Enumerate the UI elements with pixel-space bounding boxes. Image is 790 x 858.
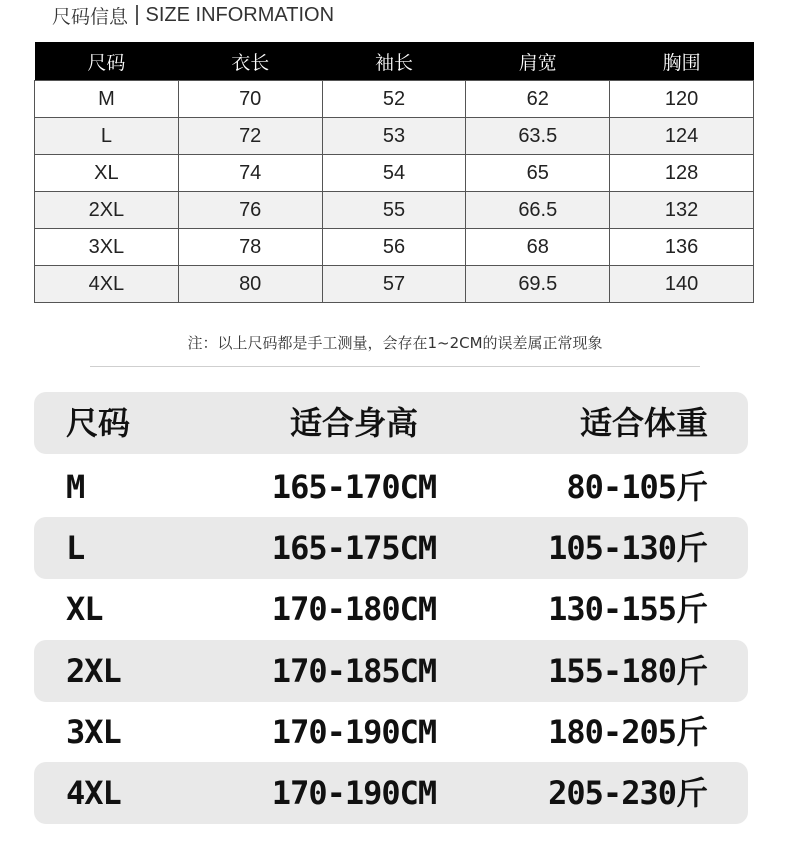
fit-size: L <box>66 529 85 567</box>
fit-row <box>34 701 748 763</box>
divider-line <box>90 366 700 367</box>
table-row <box>35 229 754 266</box>
table-cell: 55 <box>322 192 466 229</box>
table-cell: 140 <box>610 266 754 303</box>
table-cell: M <box>35 81 179 118</box>
fit-weight: 105-130 <box>548 529 676 567</box>
fit-weight-unit: 斤 <box>675 468 708 506</box>
fit-height: 170-185CM <box>271 652 437 690</box>
table-cell: 52 <box>322 81 466 118</box>
fit-header-row <box>34 392 748 454</box>
table-cell: 66.5 <box>466 192 610 229</box>
fit-row <box>34 762 748 824</box>
table-cell: 63.5 <box>466 118 610 155</box>
table-cell: 3XL <box>35 229 179 266</box>
table-cell: 54 <box>322 155 466 192</box>
fit-height: 170-180CM <box>271 590 437 628</box>
table-cell: 72 <box>178 118 322 155</box>
table-cell: 78 <box>178 229 322 266</box>
fit-height: 170-190CM <box>271 774 437 812</box>
table-cell: 2XL <box>35 192 179 229</box>
table-cell: 128 <box>610 155 754 192</box>
fit-weight-unit: 斤 <box>675 590 708 628</box>
table-row <box>35 155 754 192</box>
table-cell: L <box>35 118 179 155</box>
fit-weight-cell <box>548 517 708 579</box>
fit-size: M <box>66 468 85 506</box>
fit-weight: 180-205 <box>548 713 676 751</box>
section-header <box>52 2 334 28</box>
table-cell: 132 <box>610 192 754 229</box>
table-cell: 53 <box>322 118 466 155</box>
fit-weight: 205-230 <box>548 774 676 812</box>
table-cell: 120 <box>610 81 754 118</box>
fit-row <box>34 456 748 518</box>
fit-row <box>34 640 748 702</box>
table-row <box>35 266 754 303</box>
table-cell: 57 <box>322 266 466 303</box>
fit-weight-unit: 斤 <box>675 774 708 812</box>
fit-weight-unit: 斤 <box>675 529 708 567</box>
table-cell: 65 <box>466 155 610 192</box>
measurement-note: 注：以上尺码都是手工测量，会存在1~2CM的误差属正常现象 <box>187 334 603 352</box>
fit-size: 2XL <box>66 652 121 690</box>
table-cell: 69.5 <box>466 266 610 303</box>
table-row <box>35 81 754 118</box>
fit-weight-unit: 斤 <box>675 713 708 751</box>
table-cell: 76 <box>178 192 322 229</box>
table-cell: 62 <box>466 81 610 118</box>
fit-weight-cell <box>548 762 708 824</box>
table-cell: XL <box>35 155 179 192</box>
table-cell: 4XL <box>35 266 179 303</box>
fit-size: XL <box>66 590 103 628</box>
fit-size: 3XL <box>66 713 121 751</box>
fit-weight: 130-155 <box>548 590 676 628</box>
header-title-en: SIZE INFORMATION <box>145 3 335 26</box>
fit-height: 165-175CM <box>271 529 437 567</box>
header-divider <box>136 5 138 25</box>
fit-weight: 155-180 <box>548 652 676 690</box>
table-cell: 68 <box>466 229 610 266</box>
fit-weight: 80-105 <box>566 468 676 506</box>
table-row <box>35 118 754 155</box>
fit-header-height: 适合身高 <box>289 404 418 442</box>
table-cell: 70 <box>178 81 322 118</box>
table-cell: 56 <box>322 229 466 266</box>
fit-weight-unit: 斤 <box>675 652 708 690</box>
table-row <box>35 192 754 229</box>
fit-header-size: 尺码 <box>66 404 131 442</box>
fit-weight-cell <box>548 578 708 640</box>
table-cell: 74 <box>178 155 322 192</box>
table-cell: 124 <box>610 118 754 155</box>
column-header-chest: 胸围 <box>610 42 754 81</box>
measurement-header-row <box>35 42 754 81</box>
fit-size: 4XL <box>66 774 121 812</box>
fit-weight-cell <box>548 640 708 702</box>
fit-header-weight: 适合体重 <box>579 404 708 442</box>
column-header-shoulder: 肩宽 <box>466 42 610 81</box>
column-header-sleeve: 袖长 <box>322 42 466 81</box>
fit-weight-cell <box>566 456 708 518</box>
table-cell: 136 <box>610 229 754 266</box>
fit-row <box>34 517 748 579</box>
table-cell: 80 <box>178 266 322 303</box>
size-measurement-table <box>34 42 754 303</box>
header-title-cn: 尺码信息 <box>52 5 129 28</box>
fit-weight-cell <box>548 701 708 763</box>
column-header-length: 衣长 <box>178 42 322 81</box>
fit-height: 170-190CM <box>271 713 437 751</box>
fit-height: 165-170CM <box>271 468 437 506</box>
fit-row <box>34 578 748 640</box>
column-header-size: 尺码 <box>35 42 179 81</box>
